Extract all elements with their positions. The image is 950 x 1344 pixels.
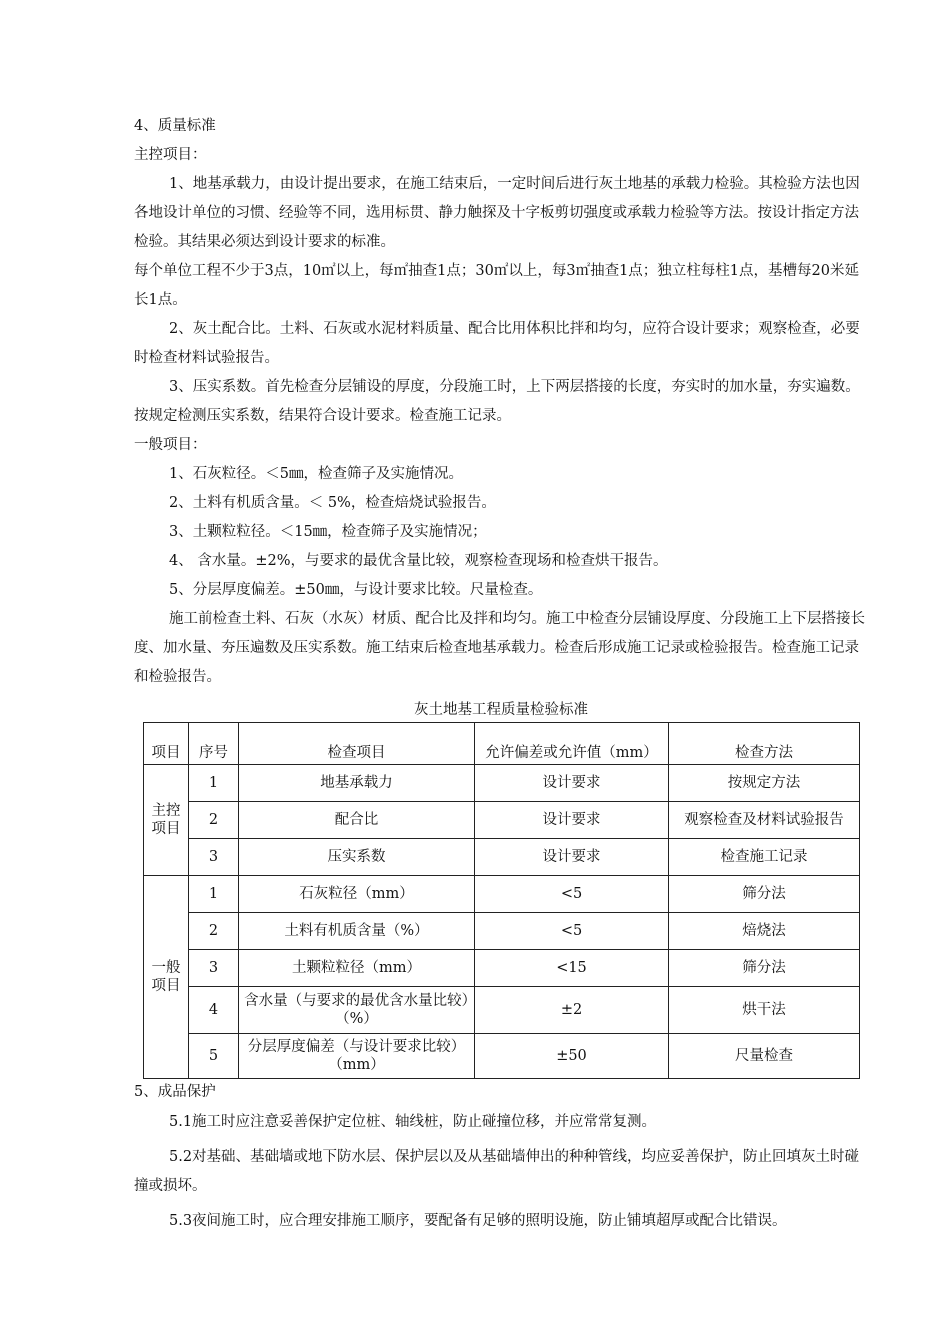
row-number: 5	[189, 1034, 239, 1079]
paragraph-summary: 施工前检查土料、石灰（水灰）材质、配合比及拌和均匀。施工中检查分层铺设厚度、分段施工上下层搭接长度、加水量、夯压遍数及压实系数。施工结束后检查地基承载力。检查后形成施工记录或检验报告。检查施工记录和检验报告。	[134, 611, 865, 685]
row-value: <5	[475, 913, 669, 950]
row-value: <15	[475, 950, 669, 987]
row-item: 石灰粒径（mm）	[239, 876, 475, 913]
paragraph-mix-ratio: 2、灰土配合比。土料、石灰或水泥材料质量、配合比用体积比拌和均匀，应符合设计要求；观察检查，必要时检查材料试验报告。	[134, 321, 860, 366]
paragraph-5-2: 5.2对基础、基础墙或地下防水层、保护层以及从基础墙伸出的种种管线，均应妥善保护，防止回填灰土时碰撞或损坏。	[134, 1149, 860, 1194]
header-check-item: 检查项目	[239, 723, 475, 765]
table-row	[144, 765, 860, 802]
document-body	[134, 112, 868, 722]
row-method: 观察检查及材料试验报告	[669, 802, 860, 839]
paragraph-5-1: 5.1施工时应注意妥善保护定位桩、轴线桩，防止碰撞位移，并应常常复测。	[169, 1114, 657, 1130]
general-item-4: 4、 含水量。±2%，与要求的最优含量比较，观察检查现场和检查烘干报告。	[169, 553, 668, 569]
row-method: 检查施工记录	[669, 839, 860, 876]
row-item: 压实系数	[239, 839, 475, 876]
header-project: 项目	[144, 723, 189, 765]
general-item-1: 1、石灰粒径。＜5㎜，检查筛子及实施情况。	[169, 466, 463, 482]
table-row	[144, 802, 860, 839]
general-item-5: 5、分层厚度偏差。±50㎜，与设计要求比较。尺量检查。	[169, 582, 543, 598]
row-value: ±50	[475, 1034, 669, 1079]
row-method: 烘干法	[669, 987, 860, 1034]
general-item-3: 3、土颗粒粒径。＜15㎜，检查筛子及实施情况；	[169, 524, 487, 540]
table-row	[144, 950, 860, 987]
group-main: 主控项目	[144, 765, 189, 876]
general-item-2: 2、土料有机质含量。＜ 5%，检查焙烧试验报告。	[169, 495, 496, 511]
row-number: 3	[189, 839, 239, 876]
section-5	[134, 1080, 868, 1236]
row-value: 设计要求	[475, 802, 669, 839]
table-row	[144, 1034, 860, 1079]
row-value: ±2	[475, 987, 669, 1034]
row-number: 1	[189, 765, 239, 802]
section-5-heading: 5、成品保护	[134, 1084, 216, 1100]
table-header-row	[144, 723, 860, 765]
paragraph-sampling-rule: 每个单位工程不少于3点，10㎡以上，每㎡抽查1点；30㎡以上，每3㎡抽查1点；独立柱每柱1点，基槽每20米延长1点。	[134, 263, 859, 308]
header-number: 序号	[189, 723, 239, 765]
table-row	[144, 913, 860, 950]
row-item: 分层厚度偏差（与设计要求比较）（mm）	[239, 1034, 475, 1079]
table-row	[144, 839, 860, 876]
paragraph-bearing-capacity: 1、地基承载力，由设计提出要求，在施工结束后，一定时间后进行灰土地基的承载力检验。其检验方法也因各地设计单位的习惯、经验等不同，选用标贯、静力触探及十字板剪切强度或承载力检验等方法。按设计指定方法检验。其结果必须达到设计要求的标准。	[134, 176, 860, 250]
paragraph-compaction: 3、压实系数。首先检查分层铺设的厚度，分段施工时，上下两层搭接的长度，夯实时的加水量，夯实遍数。按规定检测压实系数，结果符合设计要求。检查施工记录。	[134, 379, 860, 424]
row-number: 2	[189, 802, 239, 839]
row-value: 设计要求	[475, 839, 669, 876]
table-title: 灰土地基工程质量检验标准	[414, 702, 588, 718]
row-item: 土料有机质含量（%）	[239, 913, 475, 950]
row-method: 焙烧法	[669, 913, 860, 950]
row-item: 配合比	[239, 802, 475, 839]
main-items-label: 主控项目：	[134, 147, 207, 163]
general-items-label: 一般项目：	[134, 437, 207, 453]
header-method: 检查方法	[669, 723, 860, 765]
row-value: <5	[475, 876, 669, 913]
section-4-heading: 4、质量标准	[134, 118, 216, 134]
row-number: 3	[189, 950, 239, 987]
table-row	[144, 876, 860, 913]
row-method: 筛分法	[669, 950, 860, 987]
row-item: 地基承载力	[239, 765, 475, 802]
row-method: 筛分法	[669, 876, 860, 913]
row-item: 土颗粒粒径（mm）	[239, 950, 475, 987]
row-value: 设计要求	[475, 765, 669, 802]
table-row	[144, 987, 860, 1034]
row-number: 1	[189, 876, 239, 913]
header-tolerance: 允许偏差或允许值（mm）	[475, 723, 669, 765]
row-item: 含水量（与要求的最优含水量比较）（%）	[239, 987, 475, 1034]
row-method: 按规定方法	[669, 765, 860, 802]
paragraph-5-3: 5.3夜间施工时，应合理安排施工顺序，要配备有足够的照明设施，防止铺填超厚或配合比错误。	[169, 1213, 787, 1229]
row-number: 4	[189, 987, 239, 1034]
quality-standard-table	[143, 722, 860, 1079]
row-number: 2	[189, 913, 239, 950]
row-method: 尺量检查	[669, 1034, 860, 1079]
group-general: 一般项目	[144, 876, 189, 1079]
